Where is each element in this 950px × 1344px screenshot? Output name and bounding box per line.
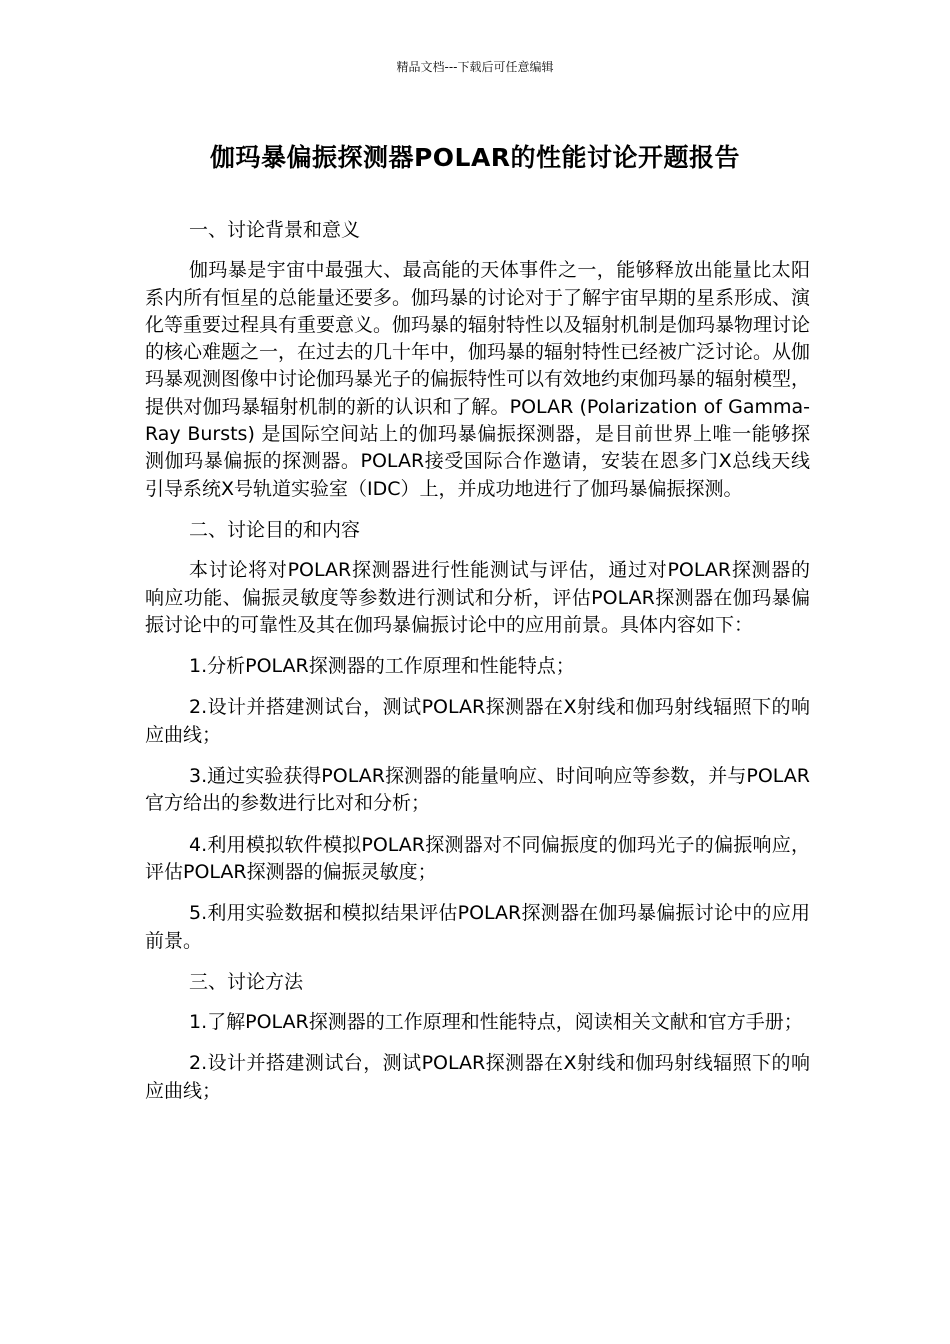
section-heading-objectives: 二、讨论目的和内容 — [189, 518, 361, 541]
document-title: 伽玛暴偏振探测器POLAR的性能讨论开题报告 — [209, 143, 741, 172]
list-item-objective-5: 5.利用实验数据和模拟结果评估POLAR探测器在伽玛暴偏振讨论中的应用前景。 — [145, 902, 810, 952]
list-item-objective-1: 1.分析POLAR探测器的工作原理和性能特点； — [189, 655, 575, 678]
section-heading-methods: 三、讨论方法 — [189, 970, 304, 993]
paragraph-objectives-intro: 本讨论将对POLAR探测器进行性能测试与评估，通过对POLAR探测器的响应功能、偏振灵敏度等参数进行测试和分析，评估POLAR探测器在伽玛暴偏振讨论中的可靠性及其在伽玛暴偏振讨论中的应用前景。具体内容如下： — [145, 559, 810, 636]
list-item-objective-2: 2.设计并搭建测试台，测试POLAR探测器在X射线和伽玛射线辐照下的响应曲线； — [145, 696, 810, 746]
list-item-objective-3: 3.通过实验获得POLAR探测器的能量响应、时间响应等参数，并与POLAR官方给出的参数进行比对和分析； — [145, 765, 810, 815]
list-item-objective-4: 4.利用模拟软件模拟POLAR探测器对不同偏振度的伽玛光子的偏振响应，评估POLAR探测器的偏振灵敏度； — [145, 833, 810, 883]
document-body — [145, 217, 810, 1119]
list-item-method-1: 1.了解POLAR探测器的工作原理和性能特点，阅读相关文献和官方手册； — [189, 1011, 803, 1034]
header-note: 精品文档---下载后可任意编辑 — [396, 60, 554, 74]
section-heading-background: 一、讨论背景和意义 — [189, 219, 361, 241]
paragraph-background: 伽玛暴是宇宙中最强大、最高能的天体事件之一，能够释放出能量比太阳系内所有恒星的总能量还要多。伽玛暴的讨论对于了解宇宙早期的星系形成、演化等重要过程具有重要意义。伽玛暴的辐射特性以及辐射机制是伽玛暴物理讨论的核心难题之一，在过去的几十年中，伽玛暴的辐射特性已经被广泛讨论。从伽玛暴观测图像中讨论伽玛暴光子的偏振特性可以有效地约束伽玛暴的辐射模型，提供对伽玛暴辐射机制的新的认识和了解。POLAR (Polarization of Gamma-Ray Bursts) 是国际空间站上的伽玛暴偏振探测器，是目前世界上唯一能够探测伽玛暴偏振的探测器。POLAR接受国际合作邀请，安装在恩多门X总线天线引导系统X号轨道实验室（IDC）上，并成功地进行了伽玛暴偏振探测。 — [145, 259, 811, 500]
list-item-method-2: 2.设计并搭建测试台，测试POLAR探测器在X射线和伽玛射线辐照下的响应曲线； — [145, 1052, 810, 1102]
